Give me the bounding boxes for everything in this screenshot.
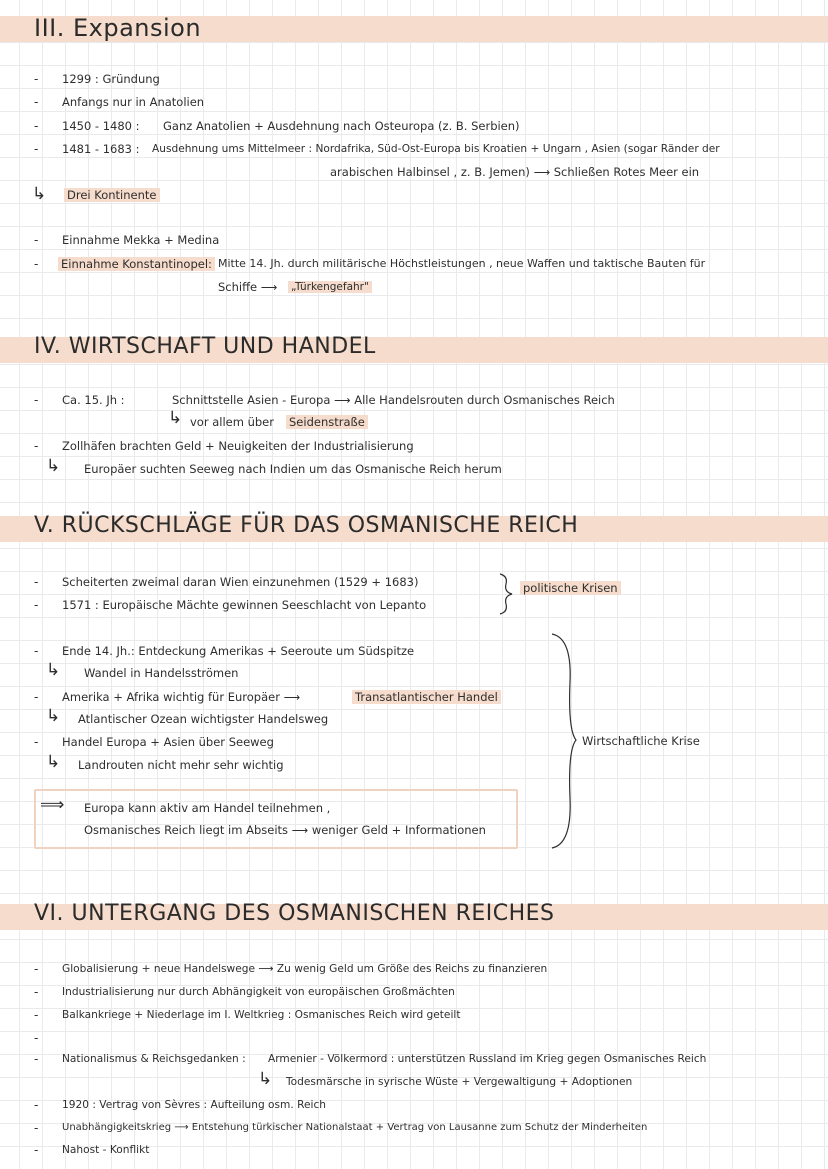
bullet-dash: - <box>34 735 39 749</box>
untergang-line-8: Nahost - Konflikt <box>62 1144 150 1156</box>
bullet-dash: - <box>34 142 39 156</box>
section-title-untergang: VI. UNTERGANG DES OSMANISCHEN REICHES <box>34 901 555 926</box>
hook-arrow-icon: ↳ <box>46 706 61 726</box>
highlight-tuerkengefahr: „Türkengefahr" <box>288 281 372 293</box>
untergang-line-7: Unabhängigkeitskrieg ⟶ Entstehung türkischer Nationalstaat + Vertrag von Lausanne zum Schutz der Minderheiten <box>62 1122 648 1133</box>
expansion-tuerkengefahr <box>288 279 372 295</box>
untergang-line-5: Todesmärsche in syrische Wüste + Vergewaltigung + Adoptionen <box>286 1076 633 1088</box>
hook-arrow-icon: ↳ <box>46 456 61 476</box>
expansion-line-2: Anfangs nur in Anatolien <box>62 95 205 109</box>
conclusion-box <box>34 789 518 849</box>
expansion-line-7: Mitte 14. Jh. durch militärische Höchstleistungen , neue Waffen und taktische Bauten für <box>218 257 706 270</box>
highlight-three-continents: Drei Kontinente <box>64 188 160 202</box>
rueckschlag-line-7: Handel Europa + Asien über Seeweg <box>62 735 274 749</box>
expansion-line-4: Ausdehnung ums Mittelmeer : Nordafrika, Süd-Ost-Europa bis Kroatien + Ungarn , Asien (sogar Ränder der <box>152 143 720 155</box>
conclusion-line-1: Europa kann aktiv am Handel teilnehmen , <box>84 801 331 815</box>
economic-crisis-label: Wirtschaftliche Krise <box>582 734 700 748</box>
bullet-dash: - <box>34 393 39 407</box>
bullet-dash: - <box>34 598 39 612</box>
expansion-line-7b: Schiffe ⟶ <box>218 280 278 294</box>
bullet-dash: - <box>34 690 39 704</box>
double-arrow-icon: ⟹ <box>40 795 65 815</box>
bullet-dash: - <box>34 72 39 86</box>
bullet-dash: - <box>34 1052 39 1066</box>
section-title-rueckschlaege: V. RÜCKSCHLÄGE FÜR DAS OSMANISCHE REICH <box>34 513 579 538</box>
untergang-line-2: Industrialisierung nur durch Abhängigkeit von europäischen Großmächten <box>62 986 455 998</box>
bullet-dash: - <box>34 1143 39 1157</box>
bullet-dash: - <box>34 95 39 109</box>
hook-arrow-icon: ↳ <box>258 1069 273 1089</box>
expansion-line-6: Einnahme Mekka + Medina <box>62 233 220 247</box>
expansion-conclusion <box>64 187 160 203</box>
wirtschaft-date: Ca. 15. Jh : <box>62 393 125 407</box>
rueckschlag-line-5: Amerika + Afrika wichtig für Europäer ⟶ <box>62 690 301 704</box>
section-title-expansion: III. Expansion <box>34 14 202 42</box>
bullet-dash: - <box>34 257 39 271</box>
wirtschaft-silk-road <box>286 414 368 430</box>
bullet-dash: - <box>34 962 39 976</box>
untergang-line-3: Balkankriege + Niederlage im I. Weltkrieg : Osmanisches Reich wird geteilt <box>62 1009 461 1021</box>
rueckschlag-line-2: 1571 : Europäische Mächte gewinnen Seeschlacht von Lepanto <box>62 598 427 612</box>
untergang-line-6: 1920 : Vertrag von Sèvres : Aufteilung osm. Reich <box>62 1099 326 1111</box>
rueckschlag-line-8: Landrouten nicht mehr sehr wichtig <box>78 758 284 772</box>
expansion-line-1: 1299 : Gründung <box>62 72 160 86</box>
untergang-line-4: Armenier - Völkermord : unterstützen Russland im Krieg gegen Osmanisches Reich <box>268 1053 707 1065</box>
rueckschlag-line-6: Atlantischer Ozean wichtigster Handelsweg <box>78 712 329 726</box>
wirtschaft-line-1: Schnittstelle Asien - Europa ⟶ Alle Handelsrouten durch Osmanisches Reich <box>172 393 615 407</box>
bullet-dash: - <box>34 575 39 589</box>
highlight-transatlantic: Transatlantischer Handel <box>352 690 501 704</box>
rueckschlag-line-4: Wandel in Handelsströmen <box>84 666 239 680</box>
highlight-political-crises: politische Krisen <box>520 581 621 595</box>
rueckschlag-line-3: Ende 14. Jh.: Entdeckung Amerikas + Seeroute um Südspitze <box>62 644 415 658</box>
wirtschaft-line-4: Europäer suchten Seeweg nach Indien um das Osmanische Reich herum <box>84 462 502 476</box>
bullet-dash: - <box>34 985 39 999</box>
expansion-date-1450: 1450 - 1480 : <box>62 119 140 133</box>
political-crises-label <box>520 580 621 596</box>
untergang-line-1: Globalisierung + neue Handelswege ⟶ Zu wenig Geld um Größe des Reichs zu finanzieren <box>62 963 548 975</box>
bullet-dash: - <box>34 439 39 453</box>
rueckschlag-line-1: Scheiterten zweimal daran Wien einzunehmen (1529 + 1683) <box>62 575 419 589</box>
wirtschaft-line-2: vor allem über <box>190 415 274 429</box>
highlight-constantinople: Einnahme Konstantinopel: <box>58 257 215 271</box>
expansion-line-3: Ganz Anatolien + Ausdehnung nach Osteuropa (z. B. Serbien) <box>163 119 520 133</box>
rueckschlag-transatlantic <box>352 689 501 705</box>
brace-political-icon <box>496 572 516 616</box>
expansion-constantinople-label <box>58 256 215 272</box>
bullet-dash: - <box>34 1008 39 1022</box>
bullet-dash: - <box>34 1098 39 1112</box>
wirtschaft-line-3: Zollhäfen brachten Geld + Neuigkeiten der Industrialisierung <box>62 439 414 453</box>
hook-arrow-icon: ↳ <box>32 184 47 204</box>
bullet-dash: - <box>34 119 39 133</box>
expansion-line-4b: arabischen Halbinsel , z. B. Jemen) ⟶ Schließen Rotes Meer ein <box>330 165 700 179</box>
brace-economic-icon <box>548 632 578 850</box>
hook-arrow-icon: ↳ <box>46 660 61 680</box>
untergang-nationalism: Nationalismus & Reichsgedanken : <box>62 1053 246 1065</box>
bullet-dash: - <box>34 1121 39 1135</box>
bullet-dash: - <box>34 233 39 247</box>
section-title-wirtschaft: IV. WIRTSCHAFT UND HANDEL <box>34 334 376 359</box>
hook-arrow-icon: ↳ <box>46 752 61 772</box>
expansion-date-1481: 1481 - 1683 : <box>62 142 140 156</box>
bullet-dash: - <box>34 644 39 658</box>
bullet-dash: - <box>34 1031 39 1045</box>
conclusion-line-2: Osmanisches Reich liegt im Abseits ⟶ weniger Geld + Informationen <box>84 823 486 837</box>
highlight-seidenstrasse: Seidenstraße <box>286 415 368 429</box>
hook-arrow-icon: ↳ <box>168 408 183 428</box>
